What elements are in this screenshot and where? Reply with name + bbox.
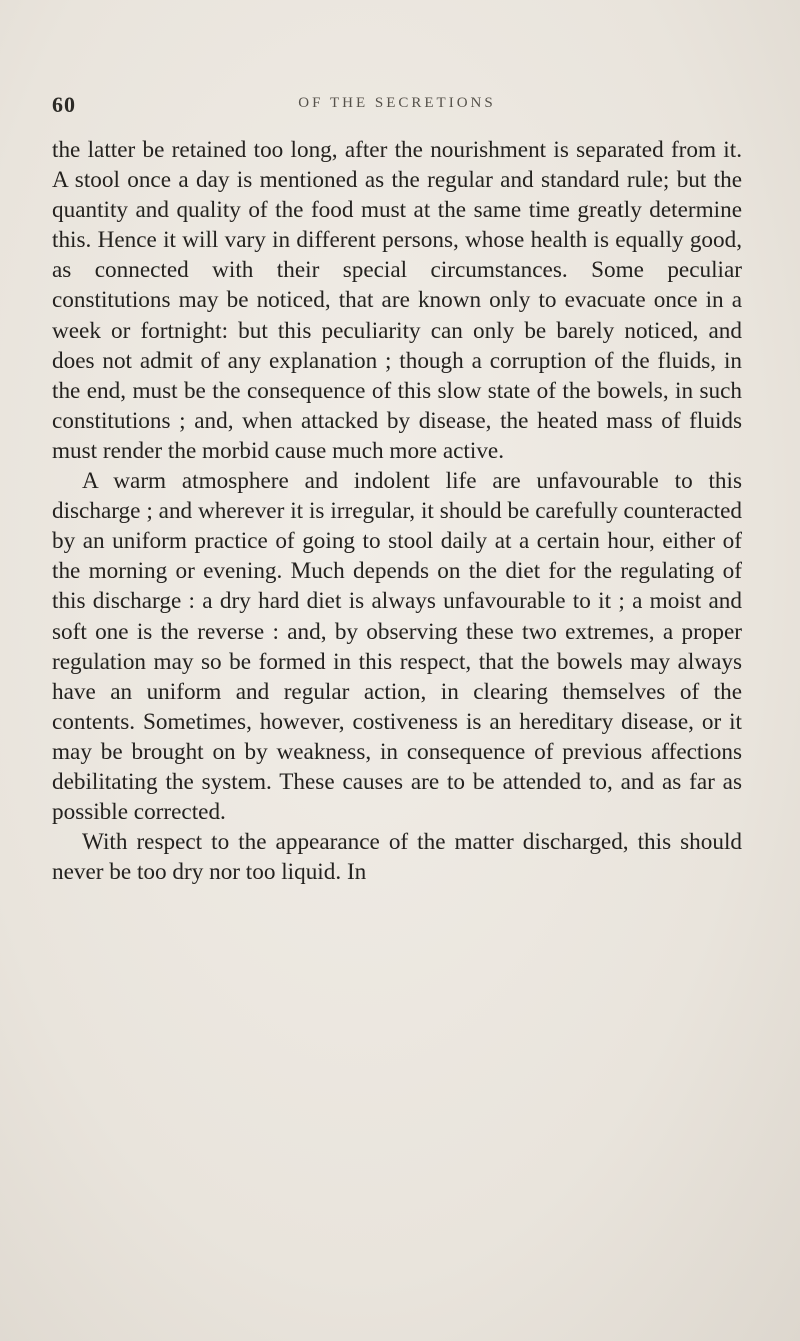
page-header	[52, 92, 742, 120]
paragraph: A warm atmosphere and indolent life are unfavourable to this discharge ; and wherever it is irregular, it should be carefully counteracted by an uniform practice of going to stool daily at a certain hour, either of the morning or evening. Much depends on the diet for the regulating of this discharge : a dry hard diet is always unfavourable to it ; a moist and soft one is the reverse : and, by observing these two extremes, a proper regulation may so be formed in this respect, that the bowels may always have an uniform and regular action, in clearing themselves of the contents. Sometimes, however, costiveness is an hereditary disease, or it may be brought on by weakness, in consequence of previous affections debilitating the system. These causes are to be attended to, and as far as possible corrected.	[52, 468, 742, 826]
running-head: OF THE SECRETIONS	[298, 95, 496, 111]
paragraph: With respect to the appearance of the matter discharged, this should never be too dry nor too liquid. In	[52, 829, 742, 886]
paragraph: the latter be retained too long, after the nourishment is separated from it. A stool once a day is mentioned as the regular and standard rule; but the quantity and quality of the food must at the same time greatly determine this. Hence it will vary in different persons, whose health is equally good, as connected with their special circumstances. Some peculiar constitutions may be noticed, that are known only to evacuate once in a week or fortnight: but this peculiarity can only be barely noticed, and does not admit of any explanation ; though a corruption of the fluids, in the end, must be the consequence of this slow state of the bowels, in such constitutions ; and, when attacked by disease, the heated mass of fluids must render the morbid cause much more active.	[52, 137, 742, 464]
body-text	[52, 135, 742, 887]
page-number: 60	[52, 92, 76, 117]
